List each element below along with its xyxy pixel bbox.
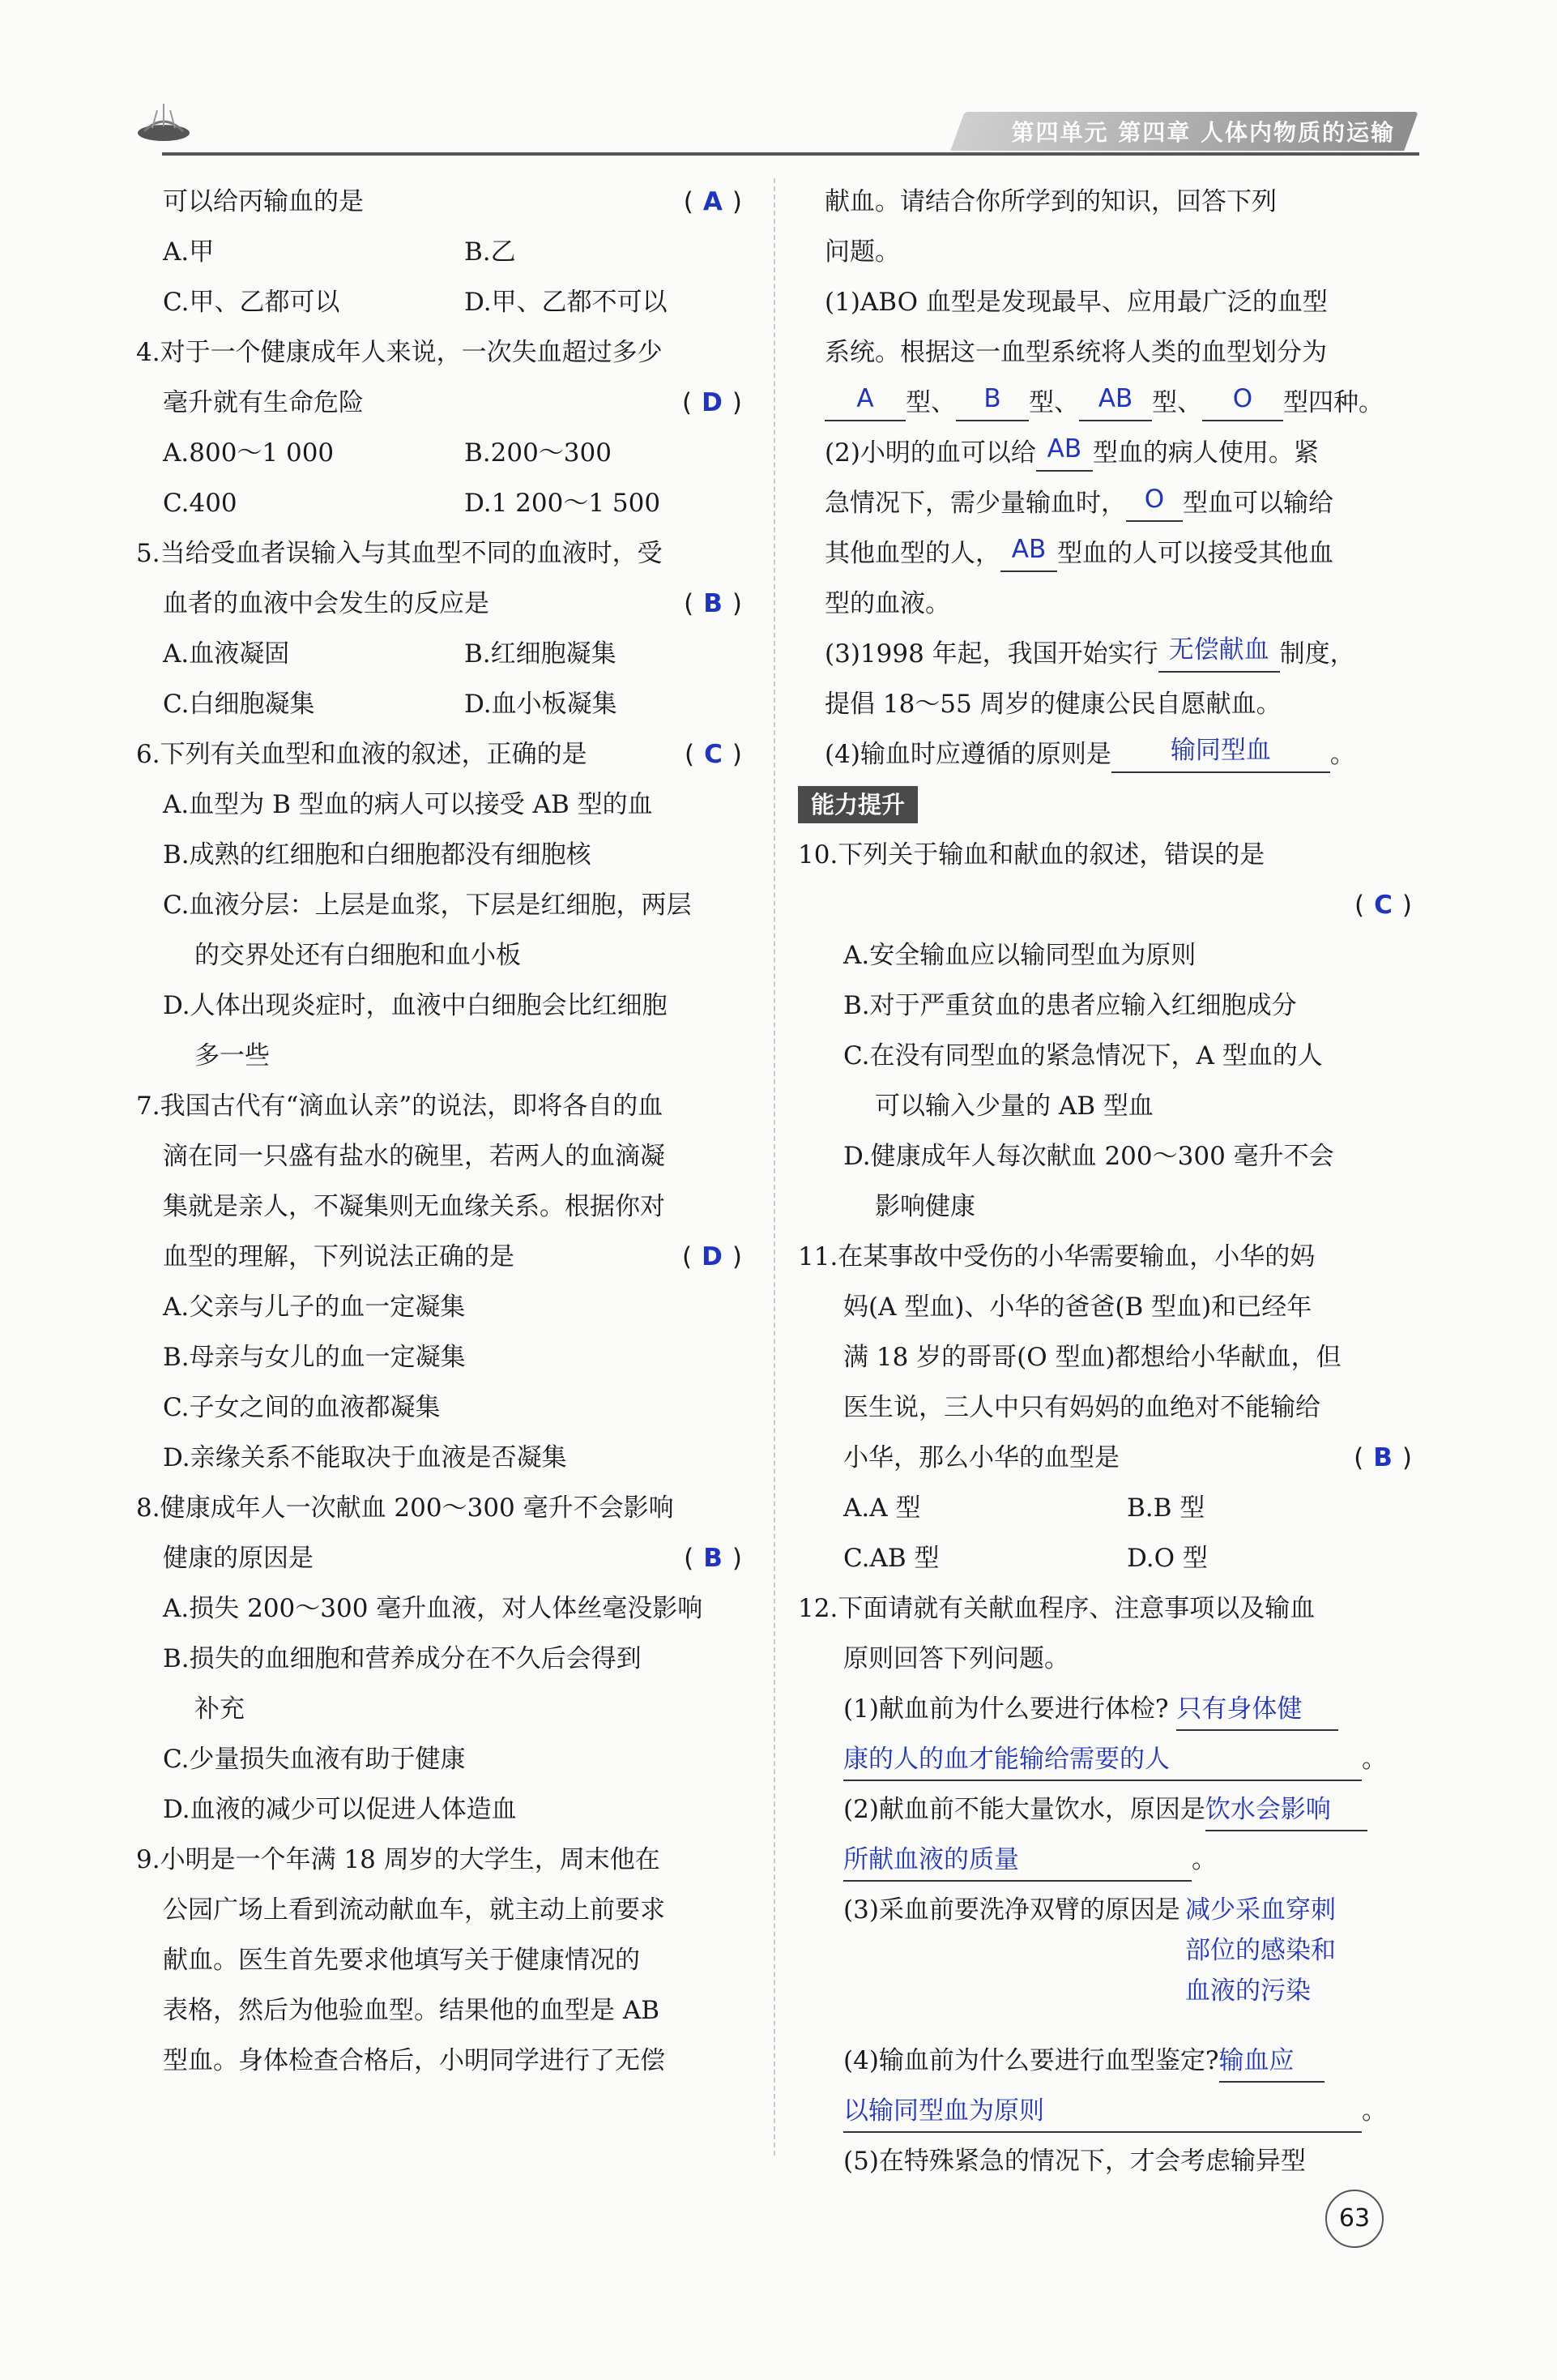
option: D.血液的减少可以促进人体造血	[163, 1795, 517, 1824]
question-text: 健康的原因是 ( B )	[136, 1533, 752, 1583]
question-4: 4.对于一个健康成年人来说，一次失血超过多少	[136, 338, 663, 367]
answer-line	[798, 880, 1422, 930]
sub-question: (1)ABO 血型是发现最早、应用最广泛的血型	[825, 288, 1328, 317]
answer-bracket: ( A )	[683, 187, 742, 216]
option: B.成熟的红细胞和白细胞都没有细胞核	[163, 840, 591, 870]
question-text: 问题。	[825, 237, 900, 267]
options-row: A.A 型 B.B 型	[843, 1493, 1205, 1523]
option: B.损失的血细胞和营养成分在不久后会得到	[163, 1644, 642, 1673]
question-text: 妈(A 型血)、小华的爸爸(B 型血)和已经年	[843, 1293, 1312, 1322]
section-tag: 能力提升	[798, 786, 918, 823]
question-text: 滴在同一只盛有盐水的碗里，若两人的血滴凝	[163, 1142, 665, 1171]
sub-question: (3)1998 年起，我国开始实行 无偿献血 制度，	[798, 629, 1422, 679]
sub-question: (4)输血时应遵循的原则是 输同型血 。	[798, 729, 1422, 780]
question-text: 献血。请结合你所学到的知识，回答下列	[825, 187, 1277, 216]
question-8: 8.健康成年人一次献血 200～300 毫升不会影响	[136, 1493, 674, 1523]
sub-question: 提倡 18～55 周岁的健康公民自愿献血。	[825, 690, 1282, 719]
answer-bracket: ( C )	[1354, 891, 1412, 920]
options-row: C.400 D.1 200～1 500	[163, 489, 661, 518]
option: C.血液分层：上层是血浆，下层是红细胞，两层	[163, 891, 692, 920]
question-text: 血者的血液中会发生的反应是 ( B )	[136, 579, 752, 629]
option: B.对于严重贫血的患者应输入红细胞成分	[843, 991, 1297, 1020]
question-text: 小华，那么小华的血型是 ( B )	[798, 1433, 1422, 1483]
right-column	[798, 177, 1422, 2186]
question-text: 原则回答下列问题。	[843, 1644, 1069, 1673]
question-11: 11.在某事故中受伤的小华需要输血，小华的妈	[798, 1242, 1316, 1271]
options-row: A.血液凝固 B.红细胞凝集	[163, 639, 616, 669]
option-cont: 补充	[194, 1694, 245, 1724]
option: D.健康成年人每次献血 200～300 毫升不会	[843, 1142, 1334, 1171]
question-text: 满 18 岁的哥哥(O 型血)都想给小华献血，但	[843, 1343, 1342, 1372]
question-text: 公园广场上看到流动献血车，就主动上前要求	[163, 1895, 665, 1925]
section-header	[798, 780, 1422, 830]
answer-bracket: ( D )	[682, 1242, 742, 1271]
question-7: 7.我国古代有“滴血认亲”的说法，即将各自的血	[136, 1092, 663, 1121]
option: B.母亲与女儿的血一定凝集	[163, 1343, 466, 1372]
left-column	[136, 177, 752, 2086]
answer-bracket: ( B )	[684, 589, 742, 618]
option: A.安全输血应以输同型血为原则	[843, 941, 1197, 970]
options-row: A.800～1 000 B.200～300	[163, 438, 612, 468]
sub-question: 系统。根据这一血型系统将人类的血型划分为	[825, 338, 1327, 367]
blood-types-fill: A 型、 B 型、 AB 型、 O 型四种。	[798, 378, 1422, 428]
question-text: 集就是亲人，不凝集则无血缘关系。根据你对	[163, 1192, 665, 1221]
option: C.少量损失血液有助于健康	[163, 1745, 466, 1774]
sub-question: (5)在特殊紧急的情况下，才会考虑输异型	[843, 2147, 1306, 2176]
sub-question: (2)小明的血可以给 AB 型血的病人使用。紧	[798, 428, 1422, 478]
option-cont: 可以输入少量的 AB 型血	[875, 1092, 1154, 1121]
option: A.血型为 B 型血的病人可以接受 AB 型的血	[163, 790, 653, 819]
sub-answer: 所献血液的质量 。	[798, 1835, 1422, 1885]
question-text: 医生说，三人中只有妈妈的血绝对不能输给	[843, 1393, 1320, 1422]
answer-bracket: ( B )	[684, 1544, 742, 1573]
question-text: 表格，然后为他验血型。结果他的血型是 AB	[163, 1996, 660, 2025]
question-6: 6.下列有关血型和血液的叙述，正确的是 ( C )	[136, 729, 752, 780]
options-row: A.甲 B.乙	[163, 237, 516, 267]
option: A.损失 200～300 毫升血液，对人体丝毫没影响	[163, 1594, 703, 1623]
option: D.人体出现炎症时，血液中白细胞会比红细胞	[163, 991, 668, 1020]
question-9: 9.小明是一个年满 18 周岁的大学生，周末他在	[136, 1845, 660, 1874]
option: C.在没有同型血的紧急情况下，A 型血的人	[843, 1041, 1323, 1070]
sub-question: (2)献血前不能大量饮水，原因是饮水会影响	[798, 1784, 1422, 1835]
sub-question: (4)输血前为什么要进行血型鉴定?输血应	[798, 2036, 1422, 2086]
question-text: 型血。身体检查合格后，小明同学进行了无偿	[163, 2046, 665, 2075]
question-text: 献血。医生首先要求他填写关于健康情况的	[163, 1946, 640, 1975]
option-cont: 的交界处还有白细胞和血小板	[194, 941, 521, 970]
option: D.亲缘关系不能取决于血液是否凝集	[163, 1443, 567, 1472]
header-title: 第四单元 第四章 人体内物质的运输	[1011, 119, 1395, 146]
option: A.父亲与儿子的血一定凝集	[163, 1293, 466, 1322]
option: C.子女之间的血液都凝集	[163, 1393, 441, 1422]
options-row: C.白细胞凝集 D.血小板凝集	[163, 690, 617, 719]
sub-question: (3)采血前要洗净双臂的原因是 减少采血穿刺 部位的感染和 血液的污染	[798, 1885, 1422, 2036]
question-text: 毫升就有生命危险 ( D )	[136, 378, 752, 428]
answer-bracket: ( D )	[682, 388, 742, 417]
sub-question: (1)献血前为什么要进行体检? 只有身体健	[798, 1684, 1422, 1734]
question-12: 12.下面请就有关献血程序、注意事项以及输血	[798, 1594, 1316, 1623]
question-text: 可以给丙输血的是 ( A )	[136, 177, 752, 227]
handwritten-answer: 减少采血穿刺 部位的感染和 血液的污染	[1185, 1895, 1336, 2006]
answer-bracket: ( C )	[685, 740, 742, 769]
sub-answer: 康的人的血才能输给需要的人 。	[798, 1734, 1422, 1784]
book-logo-icon	[136, 96, 191, 144]
sub-answer: 以输同型血为原则 。	[798, 2086, 1422, 2136]
sub-question: 急情况下，需少量输血时， O 型血可以输给	[798, 478, 1422, 528]
header-rule	[162, 152, 1419, 156]
options-row: C.甲、乙都可以 D.甲、乙都不可以	[163, 288, 668, 317]
answer-bracket: ( B )	[1354, 1443, 1412, 1472]
option-cont: 影响健康	[875, 1192, 975, 1221]
sub-question: 型的血液。	[825, 589, 950, 618]
question-10: 10.下列关于输血和献血的叙述，错误的是	[798, 840, 1265, 870]
column-divider	[774, 178, 775, 2156]
question-5: 5.当给受血者误输入与其血型不同的血液时，受	[136, 539, 663, 568]
sub-question: 其他血型的人， AB 型血的人可以接受其他血	[798, 528, 1422, 579]
options-row: C.AB 型 D.O 型	[843, 1544, 1208, 1573]
page-header	[0, 0, 1557, 162]
option-cont: 多一些	[194, 1041, 270, 1070]
page-number: 63	[1325, 2190, 1384, 2248]
question-text: 血型的理解，下列说法正确的是 ( D )	[136, 1232, 752, 1282]
